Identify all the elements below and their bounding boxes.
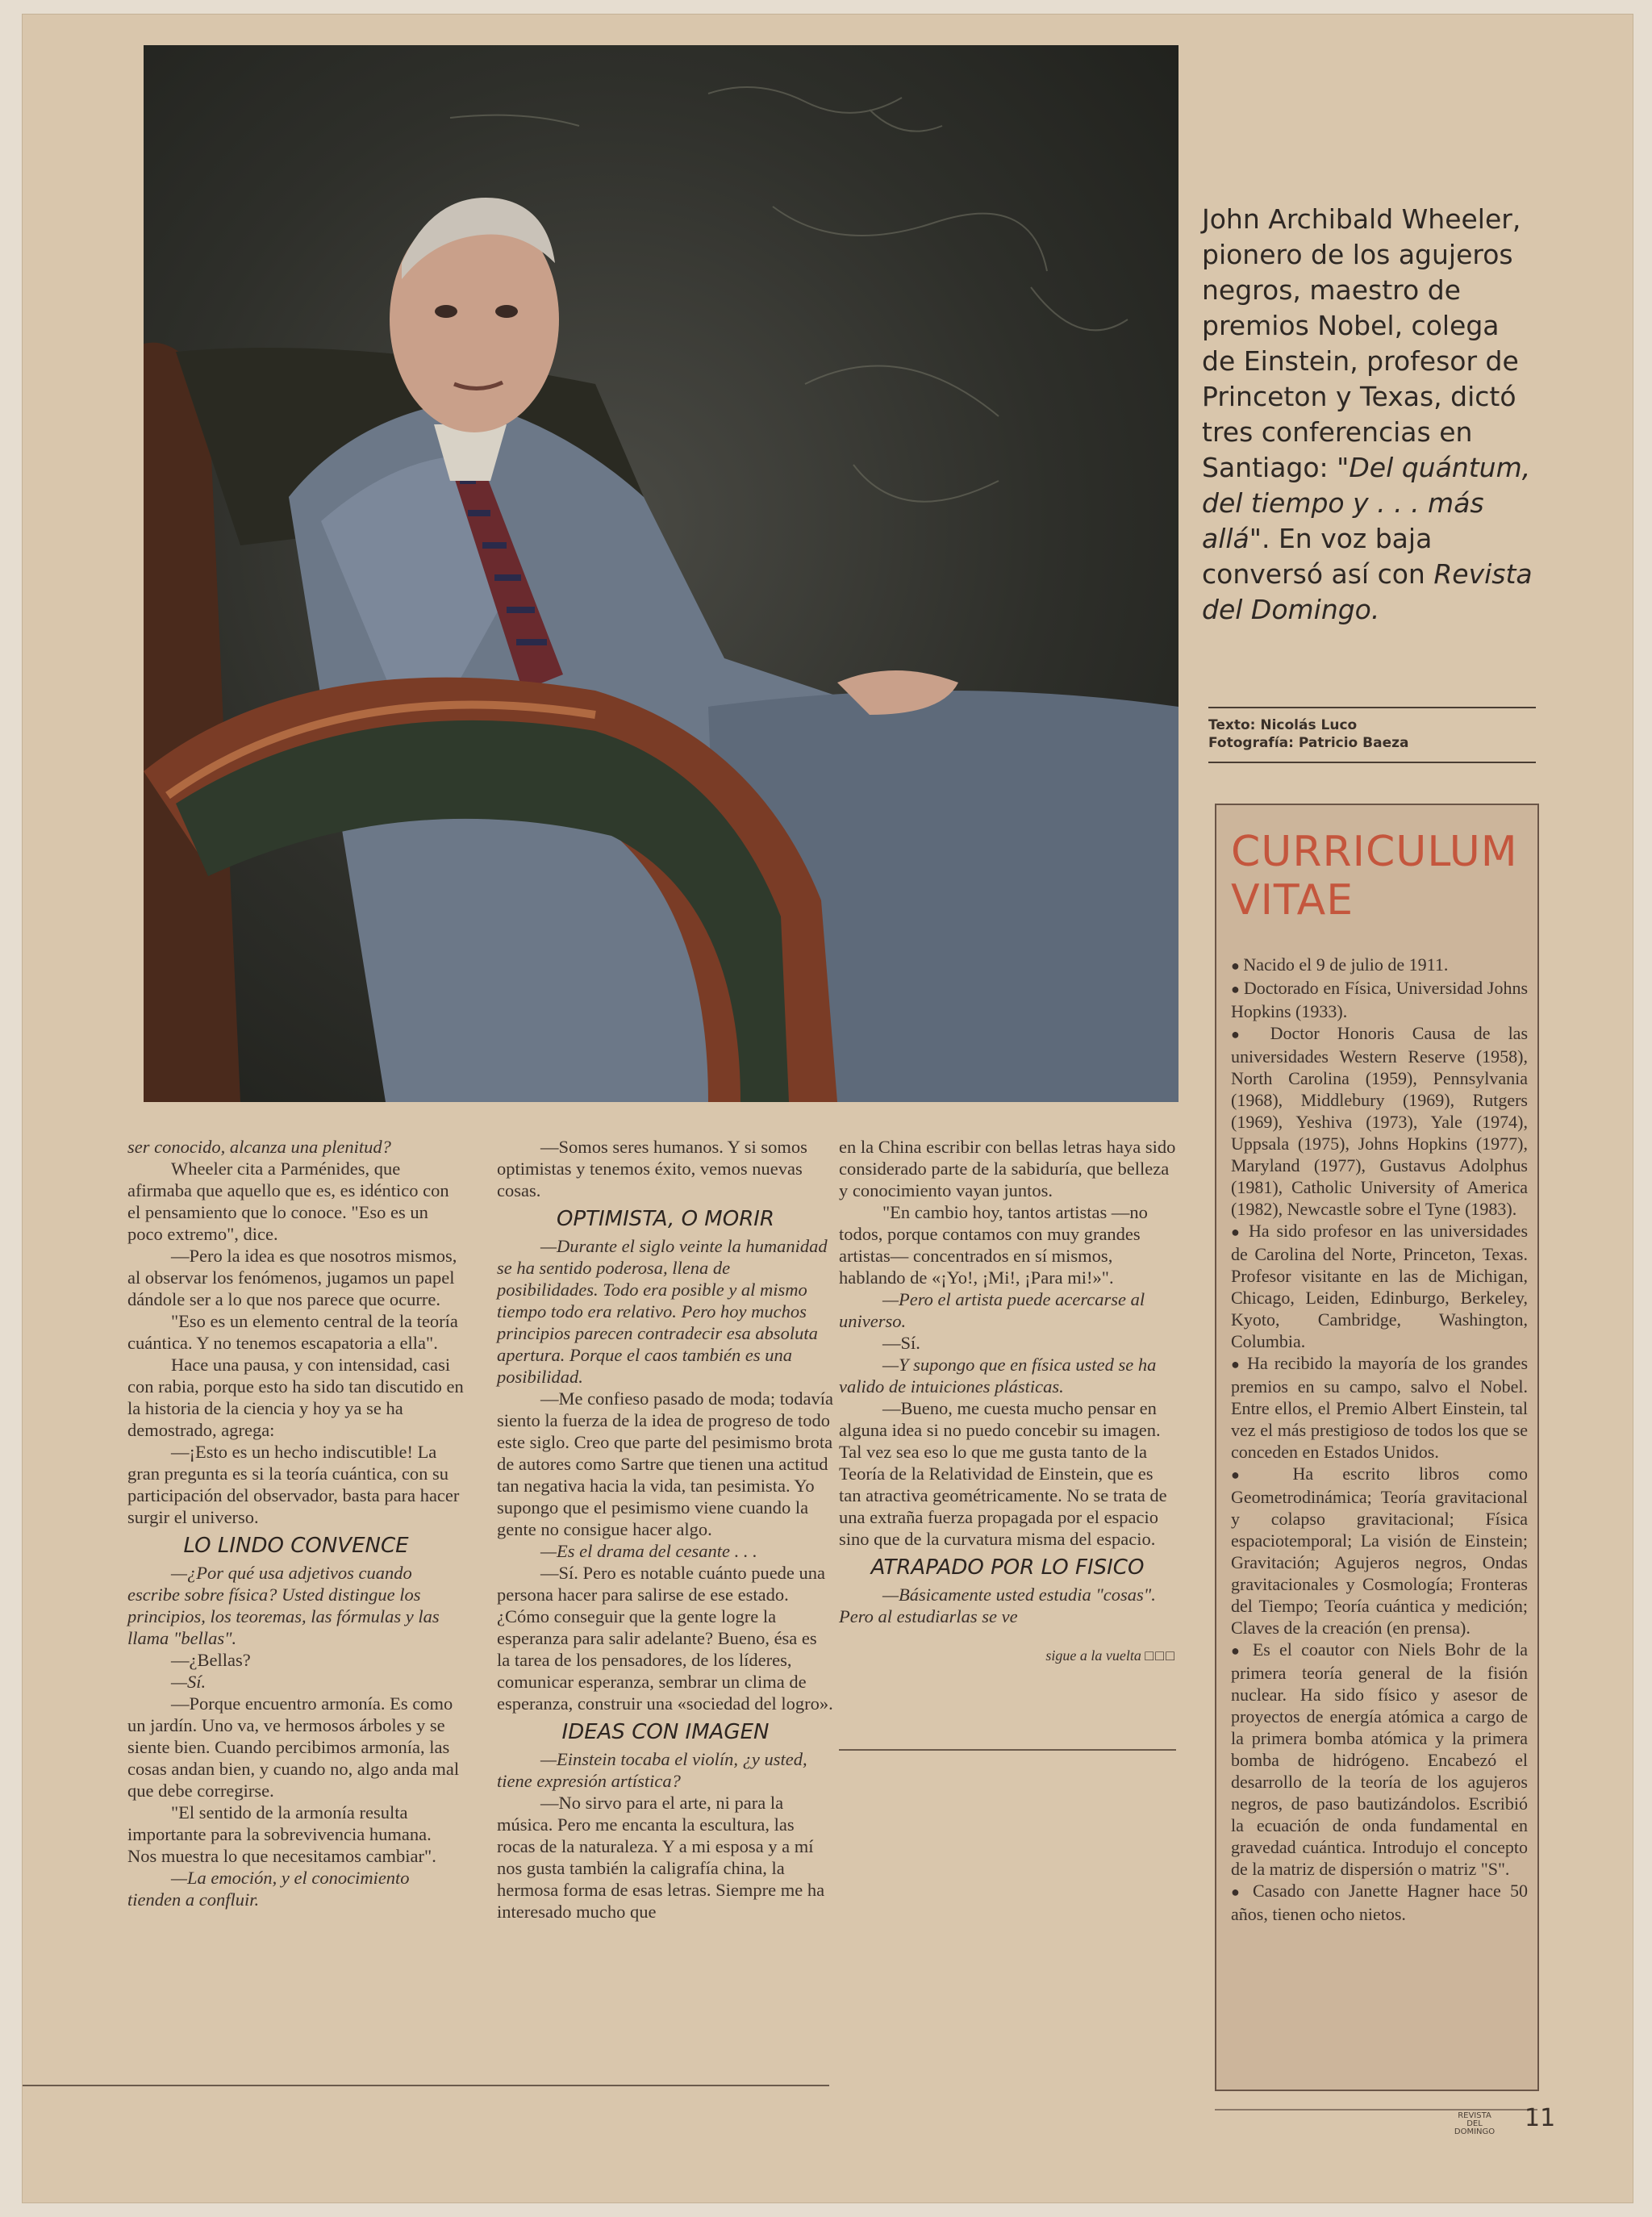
section-heading: LO LINDO CONVENCE bbox=[183, 1534, 409, 1558]
article-question: —La emoción, y el conocimiento tienden a confluir. bbox=[127, 1868, 410, 1910]
article-question: —¿Por qué usa adjetivos cuando escribe sobre física? Usted distingue los principios, los teoremas, las fórmulas y las llama "bellas". bbox=[127, 1563, 440, 1648]
article-paragraph: en la China escribir con bellas letras haya sido considerado parte de la sabiduría, que belleza y conocimiento vayan juntos. bbox=[839, 1137, 1176, 1200]
text-credit: Texto: Nicolás Luco bbox=[1208, 717, 1358, 733]
bottom-rule bbox=[23, 2085, 829, 2086]
article-paragraph: —Somos seres humanos. Y si somos optimistas y tenemos éxito, vemos nuevas cosas. bbox=[497, 1137, 807, 1200]
article-column-1 bbox=[127, 1136, 465, 1910]
article-paragraph: —Bueno, me cuesta mucho pensar en alguna idea si no puedo concebir su imagen. Tal vez sea eso lo que me gusta tanto de la Teoría de la Relatividad de Einstein, que es tan atractiva geométricamente. No se trata de una extraña fuerza propagada por el espacio sino que de la curvatura misma del espacio. bbox=[839, 1398, 1167, 1549]
cv-item: ● Doctorado en Física, Universidad Johns Hopkins (1933). bbox=[1231, 977, 1528, 1022]
article-paragraph: —Sí. Pero es notable cuánto puede una persona hacer para salirse de ese estado. ¿Cómo conseguir que la gente logre la esperanza para salir adelante? Bueno, ésa es la tarea de los pensadores, de los líderes, comunicar esperanza, sembrar un clima de esperanza, construir una «sociedad del logro». bbox=[497, 1563, 833, 1714]
article-column-2 bbox=[497, 1136, 834, 1923]
bottom-rule-right bbox=[1215, 2109, 1537, 2111]
section-heading: ATRAPADO POR LO FISICO bbox=[870, 1555, 1145, 1580]
article-paragraph: "En cambio hoy, tantos artistas —no todos, porque contamos con muy grandes artistas— concentrados en sí mismos, hablando de «¡Yo!, ¡Mi!, ¡Para mi!»". bbox=[839, 1202, 1148, 1288]
article-paragraph: —¡Esto es un hecho indiscutible! La gran pregunta es si la teoría cuántica, con su participación del observador, basta para hacer surgir el universo. bbox=[127, 1442, 460, 1527]
article-paragraph: —Porque encuentro armonía. Es como un jardín. Uno va, ve hermosos árboles y se siente bien. Cuando percibimos armonía, las cosas andan bien, y cuando no, algo anda mal que debe corregirse. bbox=[127, 1693, 460, 1801]
article-question: —Es el drama del cesante . . . bbox=[540, 1541, 757, 1561]
caption-quote: "Del quántum, del tiempo y . . . más allá" bbox=[1202, 452, 1531, 554]
article-paragraph: Hace una pausa, y con intensidad, casi con rabia, porque esto ha sido tan discutido en la historia de la ciencia y hoy ya se ha demostrado, agrega: bbox=[127, 1355, 464, 1440]
article-paragraph: —No sirvo para el arte, ni para la música. Pero me encanta la escultura, las rocas de la naturaleza. Y a mi esposa y a mí nos gusta también la caligrafía china, la hermosa forma de esas letras. Siempre me ha interesado mucho que bbox=[497, 1793, 825, 1922]
cv-title: CURRICULUM VITAE bbox=[1231, 828, 1518, 925]
caption-text-2: . En voz baja conversó así con bbox=[1202, 523, 1434, 590]
article-question: —Einstein tocaba el violín, ¿y usted, tiene expresión artística? bbox=[497, 1749, 807, 1791]
article-question: —Y supongo que en física usted se ha valido de intuiciones plásticas. bbox=[839, 1355, 1157, 1397]
portrait-photo bbox=[144, 45, 1179, 1102]
article-question: —Durante el siglo veinte la humanidad se ha sentido poderosa, llena de posibilidades. Todo era posible y al mismo tiempo todo era relativo. Pero hoy muchos principios parecen contradecir esa absoluta apertura. Porque el caos también es una posibilidad. bbox=[497, 1236, 828, 1387]
curriculum-vitae-box bbox=[1215, 804, 1539, 2091]
section-heading: OPTIMISTA, O MORIR bbox=[556, 1207, 775, 1231]
cv-item: ● Es el coautor con Niels Bohr de la primera teoría general de la fisión nuclear. Ha sido físico y asesor de proyectos de energía atómica a cargo de la primera bomba atómica y la primera bomba de hidrógeno. Encabezó el desarrollo de la teoría de los agujeros negros, de paso bautizándolos. Escribió la ecuación de onda fundamental en gravedad cuántica. Introdujo el concepto de la matriz de dispersión o matriz "S". bbox=[1231, 1639, 1528, 1880]
article-paragraph: "El sentido de la armonía resulta importante para la sobrevivencia humana. Nos muestra lo que necesitamos cambiar". bbox=[127, 1802, 436, 1866]
credits-block bbox=[1208, 707, 1536, 763]
article-paragraph: —Sí. bbox=[882, 1333, 920, 1353]
article-question: —Básicamente usted estudia "cosas". Pero al estudiarlas se ve bbox=[839, 1584, 1156, 1626]
continued-label: sigue a la vuelta bbox=[1045, 1647, 1141, 1664]
article-column-3 bbox=[839, 1136, 1176, 1667]
photo-caption bbox=[1202, 202, 1541, 628]
portrait-illustration bbox=[144, 45, 1179, 1102]
article-paragraph: "Eso es un elemento central de la teoría cuántica. Y no tenemos escapatoria a ella". bbox=[127, 1311, 458, 1353]
photo-credit: Fotografía: Patricio Baeza bbox=[1208, 735, 1409, 751]
cv-item: ● Nacido el 9 de julio de 1911. bbox=[1231, 954, 1528, 977]
article-paragraph: —Sí. bbox=[171, 1672, 206, 1692]
article-paragraph: —Me confieso pasado de moda; todavía siento la fuerza de la idea de progreso de todo este siglo. Creo que parte del pesimismo brota de autores como Sartre que tienen una actitud tan negativa hacia la vida, tan pesimista. Yo supongo que el pesimismo viene cuando la gente no consigue hacer algo. bbox=[497, 1388, 834, 1539]
cv-item: ● Casado con Janette Hagner hace 50 años, tienen ocho nietos. bbox=[1231, 1880, 1528, 1925]
article-paragraph: Wheeler cita a Parménides, que afirmaba que aquello que es, es idéntico con el pensamiento que lo conoce. "Eso es un poco extremo", dice. bbox=[127, 1159, 449, 1244]
article-paragraph: —Pero la idea es que nosotros mismos, al observar los fenómenos, jugamos un papel dándole ser a lo que nos parece que ocurre. bbox=[127, 1246, 457, 1309]
article-paragraph: —¿Bellas? bbox=[171, 1650, 251, 1670]
cv-item: ● Doctor Honoris Causa de las universidades Western Reserve (1958), North Carolina (1959), Pennsylvania (1968), Middlebury (1969), Rutgers (1969), Yeshiva (1973), Yale (1974), Uppsala (1975), Johns Hopkins (1977), Maryland (1977), Gustavus Adolphus (1981), Catholic University of America (1982), Newcastle sobre el Tyne (1983). bbox=[1231, 1022, 1528, 1220]
newspaper-page bbox=[23, 15, 1633, 2202]
continued-note bbox=[839, 1645, 1176, 1667]
page-number: 11 bbox=[1525, 2104, 1556, 2132]
cv-item: ● Ha escrito libros como Geometrodinámica; Teoría gravitacional y colapso gravitacional; Física espaciotemporal; La visión de Einstein; Gravitación; Agujeros negros, Ondas gravitacionales y Cosmología; Fronteras del Tiempo; Teoría cuántica y medición; Claves de la creación (en prensa). bbox=[1231, 1463, 1528, 1639]
continued-marker: □□□ bbox=[1145, 1647, 1176, 1664]
column-end-rule bbox=[839, 1749, 1176, 1751]
article-paragraph: ser conocido, alcanza una plenitud? bbox=[127, 1137, 391, 1157]
cv-item: ● Ha sido profesor en las universidades de Carolina del Norte, Princeton, Texas. Profesor visitante en las de Michigan, Chicago, Leiden, Edinburgo, Berkeley, Kyoto, Cambridge, Washington, Columbia. bbox=[1231, 1220, 1528, 1352]
magazine-folio: REVISTA DEL DOMINGO bbox=[1454, 2111, 1496, 2136]
cv-item: ● Ha recibido la mayoría de los grandes premios en su campo, salvo el Nobel. Entre ellos, el Premio Albert Einstein, tal vez el más prestigioso de todos los que se conceden en Estados Unidos. bbox=[1231, 1352, 1528, 1463]
cv-list bbox=[1231, 954, 1528, 1925]
article-question: —Pero el artista puede acercarse al universo. bbox=[839, 1289, 1145, 1331]
section-heading: IDEAS CON IMAGEN bbox=[561, 1720, 770, 1744]
magazine-name: Revista del Domingo. bbox=[1202, 558, 1533, 625]
caption-text: John Archibald Wheeler, pionero de los agujeros negros, maestro de premios Nobel, colega de Einstein, profesor de Princeton y Texas, dictó tres conferencias en Santiago: bbox=[1202, 203, 1521, 483]
